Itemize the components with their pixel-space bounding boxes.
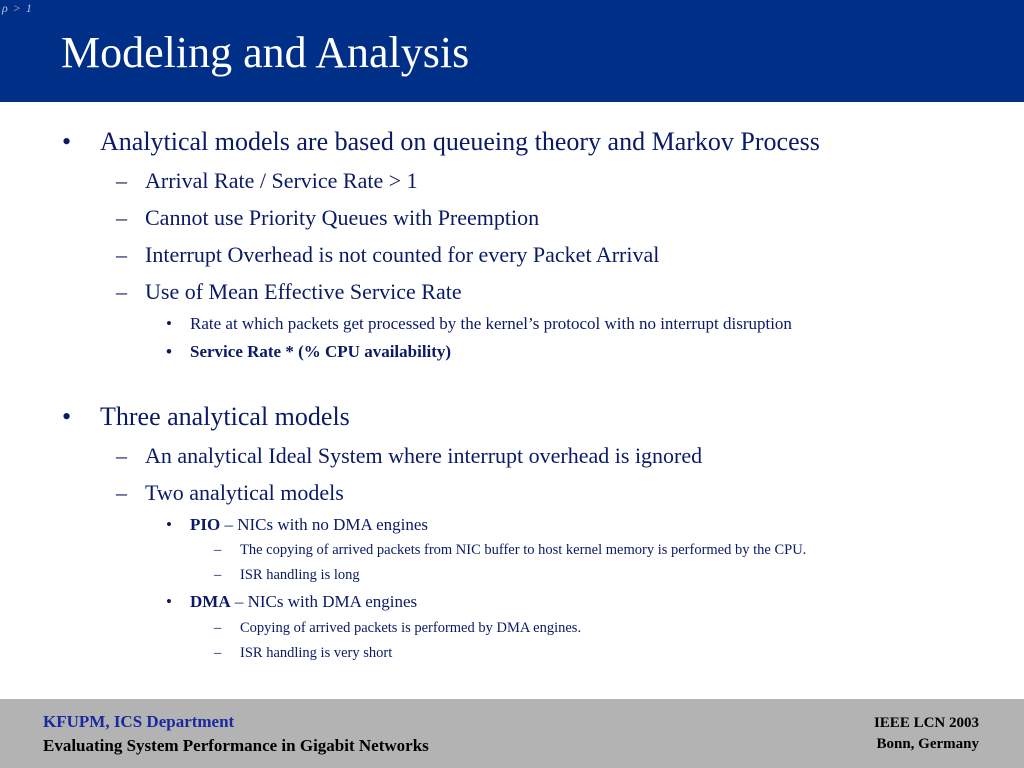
- sub-item-text: An analytical Ideal System where interrupt overhead is ignored: [145, 443, 703, 468]
- bullet-marker: •: [62, 402, 72, 431]
- dma-description: – NICs with DMA engines: [230, 592, 418, 611]
- sub-item-text: Use of Mean Effective Service Rate: [145, 279, 462, 304]
- detail-item-dma-copying: [214, 620, 581, 637]
- sub-sub-item-text: Rate at which packets get processed by the kernel’s protocol with no interrupt disruption: [190, 314, 792, 333]
- sub-item-interrupt-overhead: [116, 242, 659, 268]
- detail-item-text: ISR handling is long: [240, 567, 360, 583]
- sub-item-ideal-system: [116, 443, 702, 469]
- sub-item-text: Cannot use Priority Queues with Preemption: [145, 205, 540, 230]
- sub-sub-item-rate-definition: [166, 314, 792, 334]
- sub-item-text: Two analytical models: [145, 480, 344, 505]
- detail-item-text: Copying of arrived packets is performed by DMA engines.: [240, 620, 582, 636]
- detail-item-dma-isr: [214, 645, 392, 662]
- bullet-text: Three analytical models: [100, 402, 350, 431]
- sub-item-priority-queues: [116, 205, 539, 231]
- footer-bar: [0, 699, 1024, 768]
- dash-marker: –: [116, 168, 127, 193]
- detail-item-pio-copying: [214, 542, 806, 559]
- detail-item-text: The copying of arrived packets from NIC buffer to host kernel memory is performed by the CPU.: [240, 542, 807, 558]
- title-bar: [0, 0, 1024, 102]
- dash-marker: –: [116, 242, 127, 267]
- footer-subtitle: Evaluating System Performance in Gigabit Networks: [43, 736, 429, 755]
- footer-conference: IEEE LCN 2003: [873, 715, 979, 731]
- bullet-marker: •: [166, 515, 172, 534]
- dash-marker: –: [116, 205, 127, 230]
- sub-sub-item-dma: [166, 592, 417, 612]
- detail-item-pio-isr: [214, 567, 360, 584]
- slide-title: Modeling and Analysis: [61, 28, 470, 77]
- sub-sub-item-text: Service Rate * (% CPU availability): [190, 342, 452, 361]
- sub-sub-item-service-rate-formula: [166, 342, 451, 362]
- dash-marker: –: [116, 279, 127, 304]
- dash-marker: –: [214, 542, 222, 558]
- pio-label: PIO: [190, 515, 221, 534]
- sub-item-mean-service-rate: [116, 279, 462, 305]
- footer-department: KFUPM, ICS Department: [43, 712, 235, 731]
- sub-item-arrival-rate: [116, 168, 418, 194]
- bullet-marker: •: [166, 592, 172, 611]
- dash-marker: –: [214, 567, 222, 583]
- detail-item-text: ISR handling is very short: [240, 645, 393, 661]
- dash-marker: –: [214, 645, 222, 661]
- sub-item-two-models: [116, 480, 344, 506]
- footer-location: Bonn, Germany: [876, 736, 979, 752]
- sub-sub-item-pio: [166, 515, 428, 535]
- bullet-marker: •: [166, 342, 172, 361]
- sub-item-text: Interrupt Overhead is not counted for every Packet Arrival: [145, 242, 660, 267]
- bullet-item-analytical-models: [62, 127, 820, 157]
- rho-formula-mark: ρ > 1: [2, 1, 33, 15]
- bullet-text: Analytical models are based on queueing theory and Markov Process: [100, 127, 820, 156]
- sub-item-text: Arrival Rate / Service Rate > 1: [145, 168, 418, 193]
- dash-marker: –: [214, 620, 222, 636]
- bullet-item-three-models: [62, 402, 350, 432]
- bullet-marker: •: [166, 314, 172, 333]
- bullet-marker: •: [62, 127, 72, 156]
- dma-label: DMA: [190, 592, 231, 611]
- dash-marker: –: [116, 443, 127, 468]
- pio-description: – NICs with no DMA engines: [220, 515, 429, 534]
- dash-marker: –: [116, 480, 127, 505]
